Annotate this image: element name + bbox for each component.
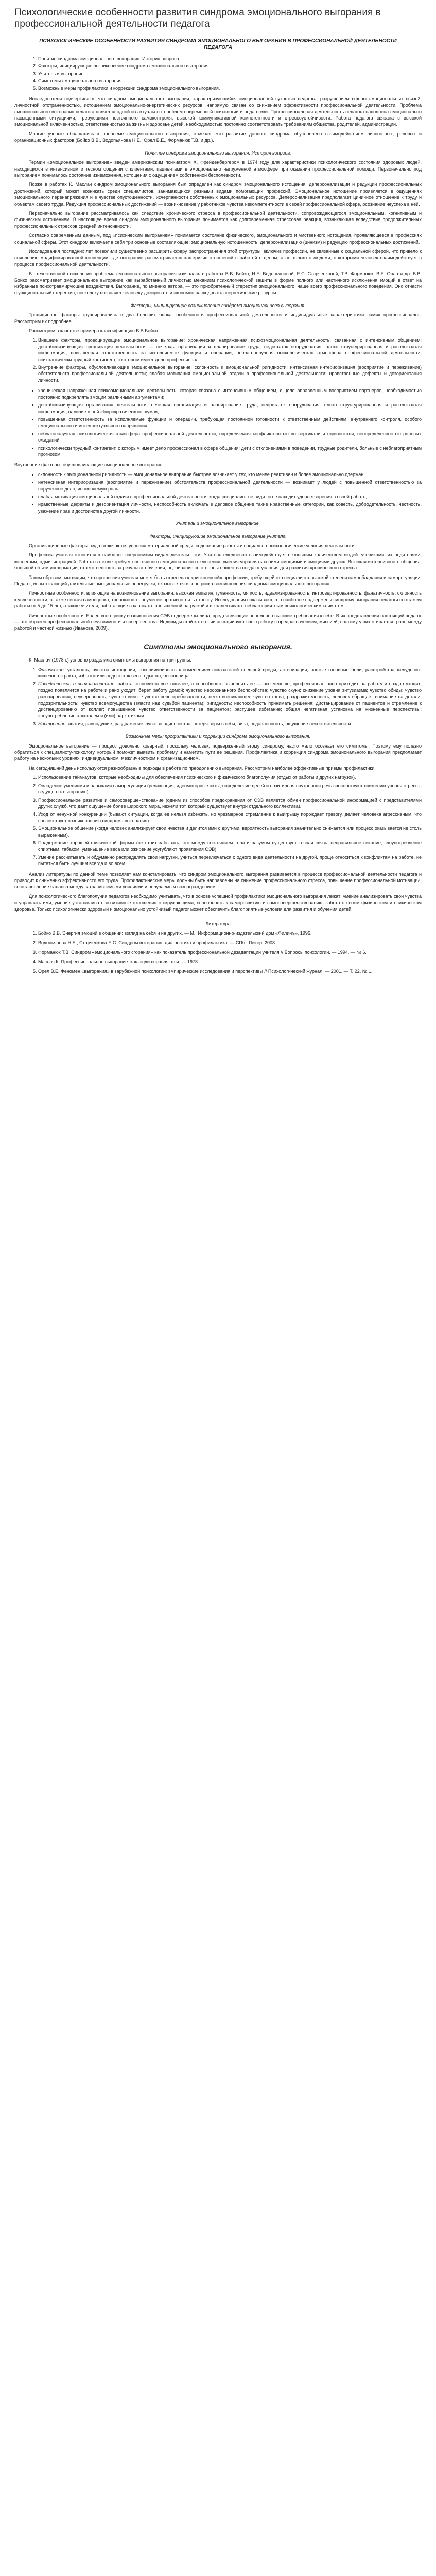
- symptom-group-title: Настроение:: [38, 721, 67, 726]
- list-item: [38, 721, 422, 727]
- paragraph: К. Маслач (1978 г.) условно разделила симптомы выгорания на три группы.: [29, 657, 191, 663]
- list-item: 5. Эмоциональное общение (когда человек анализирует свои чувства и делится ими с другими, вероятность выгорания значительно снижается или процесс оказывается не столь выраженным).: [38, 825, 422, 838]
- paragraph: Личностные особенности, влияющие на возникновение выгорания: высокая эмпатия, гуманность, мягкость, идеализированность, интровертированность, фанатичность, склонность к увлеченности, а также низкая самооценка, тревожность, неумение противостоять стрессу. Исследования показывают, что наиболее подвержены синдрому выгорания педагоги со стажем работы от 5 до 15 лет, а также учителя, работающие в классах с повышенной нагрузкой и в коллективах с неблагоприятным психологическим климатом.: [14, 590, 422, 609]
- list-item: 3. Профессиональное развитие и самосовершенствование (одним из способов предохранения от СЭВ является обмен профессиональной информацией с представителями других служб, что дает ощущение более широкого мира, нежели тот, который существует внутри отдельного коллектива).: [38, 797, 422, 810]
- list-item: • повышенная ответственность за исполняемые функции и операции, требующая постоянной готовности к ответственным действиям, внутреннего контроля, особого эмоционального и интеллектуального напряжения;: [38, 416, 422, 429]
- paragraph: Многие ученые обращались к проблеме эмоционального выгорания, отмечая, что развитие данного синдрома обусловлено взаимодействием личностных, ролевых и организационных факторов (Бойко В.В., Водопьянова Н.Е., Орел В.Е., Форманюк Т.В. и др.).: [14, 131, 422, 143]
- paragraph: Организационные факторы, куда включаются условия материальной среды, содержание работы и социально-психологические условия деятельности.: [29, 543, 356, 548]
- references: [14, 921, 422, 974]
- paragraph: Личностные особенности. Более всего риску возникновения СЭВ подвержены лица, предъявляющие непомерно высокие требования к себе. В их представлении настоящий педагог — это образец профессиональной неуязвимости и совершенства. Индивиды этой категории ассоциируют свою работу с предназначением, миссией, поэтому у них стирается грань между работой и частной жизнью (Иванова, 2009).: [14, 613, 422, 631]
- symptom-group-title: Поведенческие и психологические:: [38, 681, 116, 687]
- section-heading: Понятие синдрома эмоционального выгорания. История вопроса.: [145, 150, 291, 156]
- list-item: [38, 667, 422, 680]
- list-item: 7. Умение рассчитывать и обдуманно распределять свои нагрузки, учиться переключаться с одного вида деятельности на другой, проще относиться к конфликтам на работе, не пытаться быть лучшим всегда и во всем.: [38, 854, 422, 867]
- main-heading: ПСИХОЛОГИЧЕСКИЕ ОСОБЕННОСТИ РАЗВИТИЯ СИНДРОМА ЭМОЦИОНАЛЬНОГО ВЫГОРАНИЯ В ПРОФЕССИОНАЛЬНОЙ ДЕЯТЕЛЬНОСТИ ПЕДАГОГА: [39, 38, 397, 51]
- list-item: 1. Использование тайм-аутов, которые необходимы для обеспечения психического и физического благополучия (отдых от работы и других нагрузок).: [38, 774, 422, 781]
- list-heading: Внутренние факторы, обусловливающие эмоциональное выгорание:: [14, 462, 164, 468]
- paragraph: Согласно современным данным, под «психическим выгоранием» понимается состояние физического, эмоционального и умственного истощения, проявляющееся в профессиях социальной сферы. Этот синдром включает в себя три основные составляющие: эмоциональную истощенность, деперсонализацию (цинизм) и редукцию профессиональных достижений.: [14, 233, 422, 245]
- paragraph: Традиционно факторы группировались в два больших блока: особенности профессиональной деятельности и индивидуальные характеристики самих профессионалов. Рассмотрим их подробнее.: [14, 312, 422, 324]
- list-item: 1. Внешние факторы, провоцирующие эмоциональное выгорание: хроническая напряженная психоэмоциональная деятельность, связанная с интенсивным общением; дестабилизирующая организация деятельности — нечеткая организация и планирование труда, недостаток оборудования, плохо структурированная и расплывчатая информация; повышенная ответственность за исполняемые функции и операции; неблагополучная психологическая атмосфера профессиональной деятельности; психологически трудный контингент, с которым имеет дело профессионал.: [38, 337, 422, 363]
- paragraph: Первоначально выгорание рассматривалось как следствие хронического стресса в профессиональной деятельности, сопровождающегося эмоциональным, когнитивным и физическим истощением. В настоящее время синдром эмоционального выгорания понимается как долговременная стрессовая реакция, возникающая вследствие продолжительных профессиональных стрессов средней интенсивности.: [14, 210, 422, 229]
- list-item: • слабая мотивация эмоциональной отдачи в профессиональной деятельности, когда специалист не видит и не находит удовлетворения в своей работе;: [38, 494, 422, 500]
- list-item: • нравственные дефекты и дезориентация личности, неспособность включать в деловое общение такие нравственные категории, как совесть, добродетельность, честность, уважение прав и достоинства другой личности.: [38, 501, 422, 514]
- toc-item: 1. Понятие синдрома эмоционального выгорания. История вопроса.: [38, 56, 422, 62]
- paragraph: Термин «эмоциональное выгорание» введен американским психиатром Х. Фрейденбергером в 1974 году для характеристики психологического состояния здоровых людей, находящихся в интенсивном и тесном общении с клиентами, пациентами в эмоционально нагруженной атмосфере при оказании профессиональной помощи. Первоначально под выгоранием понималось состояние изнеможения, истощения с ощущением собственной бесполезности.: [14, 160, 422, 178]
- references-title: Литература: [205, 921, 231, 926]
- paragraph: Таким образом, мы видим, что профессия учителя может быть отнесена к «рискогенной» профессии, требующей от специалиста высокой степени самообладания и саморегуляции. Педагог, испытывающий длительные эмоциональные перегрузки, оказывается в зоне риска возникновения синдрома эмоционального выгорания.: [14, 574, 422, 587]
- toc-item: 2. Факторы, инициирующие возникновение синдрома эмоционального выгорания.: [38, 63, 422, 69]
- list-item: • интенсивная интериоризация (восприятие и переживание) обстоятельств профессиональной деятельности — возникает у людей с повышенной ответственностью за порученное дело, исполняемую роль;: [38, 479, 422, 492]
- symptom-group-title: Физические:: [38, 667, 65, 672]
- paragraph: Анализ литературы по данной теме позволяет нам констатировать, что синдром эмоционального выгорания развивается в процессе профессиональной деятельности педагога и приводит к снижению эффективности его труда. Профилактические меры должны быть направлены на снижение профессионального стресса, повышение профессиональной мотивации, восстановление баланса между затрачиваемыми усилиями и получаемым вознаграждением.: [14, 871, 422, 890]
- list-item: 6. Поддержание хорошей физической формы (не стоит забывать, что между состоянием тела и разумом существует тесная связь: неправильное питание, злоупотребление спиртным, табаком, уменьшение веса или ожирение усугубляют проявления СЭВ).: [38, 840, 422, 853]
- symptom-groups: [14, 667, 422, 727]
- paragraph: На сегодняшний день используются разнообразные подходы в работе по преодолению выгорания. Рассмотрим наиболее эффективные приемы профилактики.: [29, 765, 376, 771]
- list-item: 2. Внутренние факторы, обусловливающие эмоциональное выгорание: склонность к эмоциональной ригидности; интенсивная интериоризация (восприятие и переживание) обстоятельств профессиональной деятельности; слабая мотивация эмоциональной отдачи в профессиональной деятельности; нравственные дефекты и дезориентация личности.: [38, 364, 422, 383]
- paragraph: Позже в работах К. Маслач синдром эмоционального выгорания был определен как синдром эмоционального истощения, деперсонализации и редукции профессиональных достижений, который может возникать среди специалистов, занимающихся разными видами помогающих профессий. Эмоциональное истощение проявляется в ощущениях эмоционального перенапряжения и в чувстве опустошенности, исчерпанности собственных эмоциональных ресурсов. Деперсонализация предполагает циничное отношение к труду и объектам своего труда. Редукция профессиональных достижений — возникновение у работников чувства некомпетентности в своей профессиональной сфере, осознание неуспеха в ней.: [14, 182, 422, 207]
- toc-item: 3. Учитель и выгорание.: [38, 71, 422, 77]
- prevention-list: [14, 774, 422, 867]
- list-item: • дестабилизирующая организация деятельности: нечеткая организация и планирование труда, недостаток оборудования, плохо структурированная и расплывчатая информация, наличие в ней «бюрократического шума»;: [38, 402, 422, 415]
- factor-groups: [14, 337, 422, 383]
- section-heading: Учитель и эмоциональное выгорание.: [176, 521, 260, 527]
- list-item: • склонность к эмоциональной ригидности — эмоциональное выгорание быстрее возникает у тех, кто менее реактивен и более эмоционально сдержан;: [38, 471, 422, 478]
- paragraph: Профессия учителя относится к наиболее энергоемким видам деятельности. Учитель ежедневно взаимодействует с большим количеством людей: учениками, их родителями, коллегами, администрацией. Работа в школе требует постоянного эмоционального включения, умения управлять своими эмоциями и эмоциями других. Высокая интенсивность общения, большой объем информации, ответственность за результат обучения, оценивание со стороны общества создают условия для развития хронического стресса.: [14, 552, 422, 571]
- paragraph: В отечественной психологии проблема эмоционального выгорания изучалась в работах В.В. Бойко, Н.Е. Водопьяновой, Е.С. Старченковой, Т.В. Форманюк, В.Е. Орла и др. В.В. Бойко рассматривает эмоциональное выгорание как выработанный личностью механизм психологической защиты в форме полного или частичного исключения эмоций в ответ на избранные психотравмирующие воздействия. Выгорание, по мнению автора, — это приобретенный стереотип эмоционального, чаще всего профессионального поведения. Оно отчасти функциональный стереотип, поскольку позволяет человеку дозировать и экономно расходовать энергетические ресурсы.: [14, 271, 422, 296]
- list-item: 2. Овладение умениями и навыками саморегуляции (релаксация, идеомоторные акты, определение целей и позитивная внутренняя речь способствуют снижению уровня стресса, ведущего к выгоранию).: [38, 783, 422, 795]
- section-heading: Симптомы эмоционального выгорания.: [144, 642, 292, 651]
- references-list: [14, 930, 422, 974]
- list-item: • хроническая напряженная психоэмоциональная деятельность, которая связана с интенсивным общением, с целенаправленным восприятием партнеров, необходимостью постоянно подкреплять эмоции различными аргументами;: [38, 387, 422, 400]
- paragraph: Рассмотрим в качестве примера классификацию В.В.Бойко.: [29, 328, 159, 334]
- paragraph: Исследования последних лет позволили существенно расширить сферу распространения этой структуры, включив профессии, не связанные с социальной сферой, что привело к появлению модифицированной концепции, где выгорание рассматривается как кризис отношений с работой в целом, а не только с людьми, с которыми человек взаимодействует в процессе профессиональной деятельности.: [14, 248, 422, 267]
- symptom-group-text: усталость, чувство истощения, восприимчивость к изменениям показателей внешней среды, астенизация, частые головные боли, расстройства желудочно-кишечного тракта, избыток или недостаток веса, одышка, бессонница.: [38, 667, 422, 679]
- section-heading: Факторы, инициирующие возникновение синдрома эмоционального выгорания.: [130, 302, 306, 308]
- list-item: • неблагополучная психологическая атмосфера профессиональной деятельности, определяемая конфликтностью по вертикали и горизонтали, неопределенностью ролевых ожиданий;: [38, 431, 422, 444]
- internal-factors-list: [14, 471, 422, 514]
- paragraph: Исследователи подчеркивают, что синдром эмоционального выгорания, характеризующийся эмоциональной сухостью педагога, разрушением сферы эмоциональных связей, личностной отстраненностью, истощением эмоционально-энергетических ресурсов, напрямую связан со снижением эффективности профессиональной деятельности. Проблема эмоционального выгорания педагога является одной из актуальных проблем современной психологии и педагогики. Профессиональная деятельность педагога наполнена эмоционально насыщенными ситуациями, требующими постоянного самоконтроля, высокой коммуникативной компетентности и стрессоустойчивости. Работа педагога связана с высокой эмоциональной включенностью, ответственностью за жизнь и здоровье детей, необходимостью постоянно соответствовать требованиям общества, родителей, администрации.: [14, 96, 422, 127]
- list-item: • психологически трудный контингент, с которым имеет дело профессионал в сфере общения: дети с отклонениями в поведении, трудные родители, больные с неблагоприятным прогнозом.: [38, 445, 422, 458]
- toc-item: 5. Возможные меры профилактики и коррекции синдрома эмоционального выгорания.: [38, 85, 422, 91]
- reference-item: 5. Орел В.Е. Феномен «выгорания» в зарубежной психологии: эмпирические исследования и перспективы // Психологический журнал. — 2001. — Т. 22, № 1.: [38, 968, 422, 974]
- list-item: 4. Уход от ненужной конкуренции (бывают ситуации, когда ее нельзя избежать, но чрезмерное стремление к выигрышу порождает тревогу, делает человека агрессивным, что способствует возникновению синдрома выгорания).: [38, 811, 422, 824]
- reference-item: 2. Водопьянова Н.Е., Старченкова Е.С. Синдром выгорания: диагностика и профилактика. — СПб.: Питер, 2008.: [38, 940, 422, 946]
- paragraph: Для психологического благополучия педагогов необходимо учитывать, что в основе успешной профилактики эмоционального выгорания лежат: умение анализировать свои чувства и управлять ими, умение устанавливать позитивные отношения с окружающими, способность к саморазвитию и самосовершенствованию, забота о своем физическом и психическом здоровье. Только психологически здоровый и эмоционально устойчивый педагог может обеспечить благоприятные условия для развития и обучения детей.: [14, 893, 422, 912]
- reference-item: 1. Бойко В.В. Энергия эмоций в общении: взгляд на себя и на других. — М.: Информационно-издательский дом «Филинъ», 1996.: [38, 930, 422, 936]
- section-subheading: Факторы, инициирующие эмоциональное выгорание учителя.: [149, 533, 287, 539]
- document-title: Психологические особенности развития синдрома эмоционального выгорания в профессиональной деятельности педагога: [14, 7, 381, 30]
- external-factors-list: [14, 387, 422, 457]
- table-of-contents: [14, 56, 422, 92]
- paragraph: Эмоциональное выгорание — процесс довольно коварный, поскольку человек, подверженный этому синдрому, часто мало осознает его симптомы. Поэтому ему полезно обратиться к специалисту-психологу, который поможет выявить проблему и наметить пути ее решения. Профилактика и коррекция синдрома эмоционального выгорания предполагает работу на нескольких уровнях: индивидуальном, межличностном и организационном.: [14, 743, 422, 761]
- toc-item: 4. Симптомы эмоционального выгорания.: [38, 78, 422, 84]
- reference-item: 4. Маслач К. Профессиональное выгорание: как люди справляются. — 1978.: [38, 959, 422, 965]
- reference-item: 3. Форманюк Т.В. Синдром «эмоционального сгорания» как показатель профессиональной дезадаптации учителя // Вопросы психологии. — 1994. — № 6.: [38, 949, 422, 955]
- section-heading: Возможные меры профилактики и коррекции синдрома эмоционального выгорания.: [125, 734, 311, 739]
- symptom-group-text: работа становится все тяжелее, а способность выполнять ее — все меньше; профессионал рано приходит на работу и поздно уходит; поздно появляется на работе и рано уходит; берет работу домой; чувство неосознанного беспокойства; чувство скуки; снижение уровня энтузиазма; чувство обиды; чувство разочарования; неуверенность; чувство вины; чувство невостребованности; легко возникающее чувство гнева; раздражительность; человек обращает внимание на детали; подозрительность; чувство всемогущества (власти над судьбой пациента); ригидность; неспособность принимать решения; дистанцирование от пациентов и стремление к дистанцированию от коллег; повышенное чувство ответственности за пациентов; растущее избегание; общая негативная установка на жизненные перспективы; злоупотребление алкоголем и (или) наркотиками.: [38, 681, 422, 719]
- symptom-group-text: апатия, равнодушие, раздражение, чувство одиночества, потеря веры в себя, вина, подавленность, ощущение несостоятельности.: [68, 721, 352, 726]
- list-item: [38, 681, 422, 719]
